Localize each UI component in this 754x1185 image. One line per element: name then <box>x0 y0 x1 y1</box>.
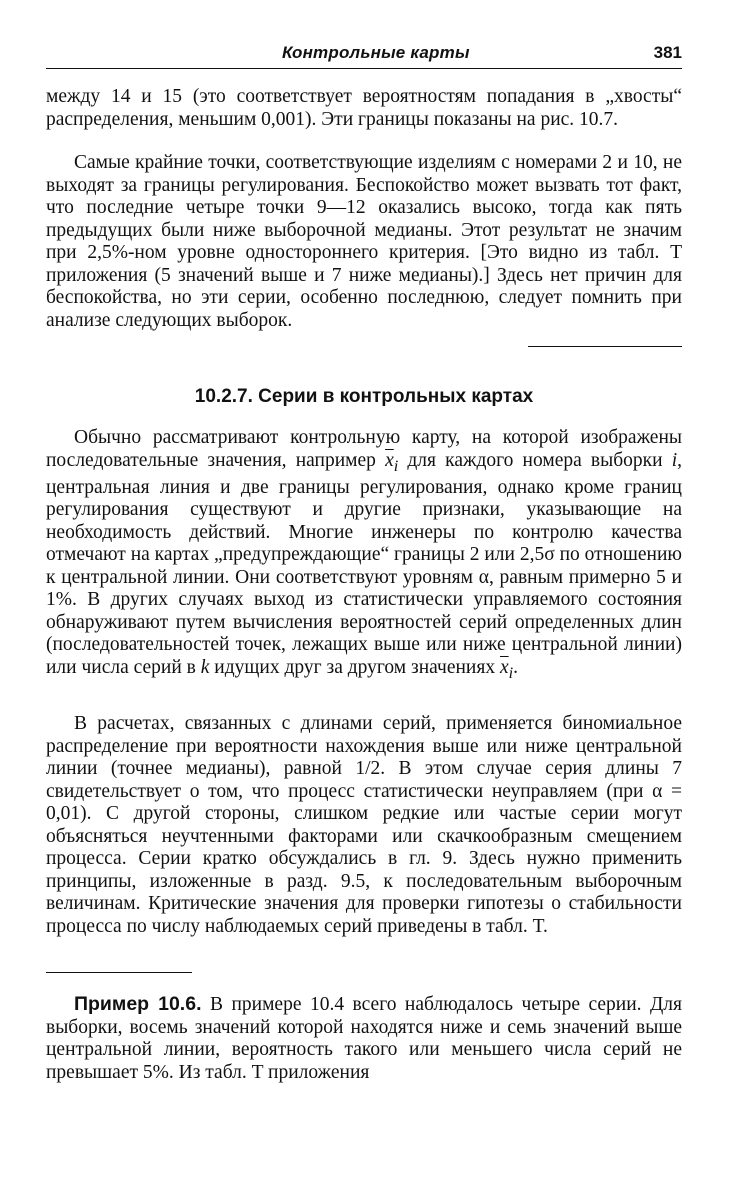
example-label: Пример 10.6. <box>74 993 202 1015</box>
subscript-i: i <box>393 456 399 475</box>
paragraph-usual-part1: Обычно рассматривают контрольную карту, на которой изображены последовательные значения, например <box>46 427 682 471</box>
paragraph-extreme-points-text: Самые крайние точки, соответствующие изделиям с номерами 2 и 10, не выходят за границы регулирования. Беспокойство может вызвать тот факт, что последние четыре точки 9—12 оказались высоко, тогда как пять предыдущих были ниже выборочной медианы. Этот результат не значим при 2,5%-ном уровне одностороннего критерия. [Это видно из табл. T приложения (5 значений выше и 7 ниже медианы).] Здесь нет причин для беспокойства, но эти серии, особенно последнюю, следует помнить при анализе следующих выборок. <box>46 152 682 331</box>
variable-x-bar-2: $\overline{x}$ <box>499 656 509 678</box>
running-head <box>46 38 682 69</box>
paragraph-intro <box>46 86 682 131</box>
section-heading: 10.2.7. Серии в контрольных картах <box>194 386 534 407</box>
page-number: 381 <box>653 43 682 62</box>
paragraph-intro-text: между 14 и 15 (это соответствует вероятностям попадания в „хвосты“ распределения, меньшим 0,001). Эти границы показаны на рис. 10.7. <box>46 86 682 130</box>
paragraph-calculations <box>46 713 682 938</box>
paragraph-usual-part5: . <box>513 656 519 678</box>
variable-i: i <box>671 449 678 471</box>
paragraph-usual-part2: для каждого номера выборки <box>398 449 672 471</box>
example-block <box>46 993 682 1084</box>
footnote-separator <box>46 972 192 973</box>
paragraph-calculations-text: В расчетах, связанных с длинами серий, применяется биномиальное распределение при вероятности нахождения выше или ниже центральной линии (точнее медианы), равной 1/2. В этом случае серия длины 7 свидетельствует о том, что процесс статистически неуправляем (при α = 0,01). С другой стороны, слишком редкие или частые серии могут объясняться неучтенными факторами или скачкообразным смещением процесса. Серии кратко обсуждались в гл. 9. Здесь нужно применить принципы, изложенные в разд. 9.5, к последовательным выборочным величинам. Критические значения для проверки гипотезы о стабильности процесса по числу наблюдаемых серий приведены в табл. T. <box>46 713 682 937</box>
paragraph-extreme-points <box>46 152 682 332</box>
separator-line <box>528 346 682 347</box>
variable-k: k <box>200 656 210 678</box>
variable-x-bar: $\overline{x}$ <box>385 449 394 471</box>
running-head-title: Контрольные карты <box>282 43 470 62</box>
subscript-i-2: i <box>508 663 514 682</box>
paragraph-usual-part4: идущих друг за другом значениях <box>209 656 500 678</box>
example-text: В примере 10.4 всего наблюдалось четыре серии. Для выборки, восемь значений которой находятся ниже и семь значений выше центральной линии, вероятность такого или меньшего числа серий не превышает 5%. Из табл. T приложения <box>46 994 682 1083</box>
paragraph-usual-part3: , центральная линия и две границы регулирования, однако кроме границ регулирования существуют и другие признаки, указывающие на необходимость действий. Многие инженеры по контролю качества отмечают на картах „предупреждающие“ границы 2 или 2,5σ по отношению к центральной линии. Они соответствуют уровням α, равным примерно 5 и 1%. В других случаях выход из статистически управляемого состояния обнаруживают путем вычисления вероятностей серий определенных длин (последовательностей точек, лежащих выше или ниже центральной линии) или числа серий в <box>46 449 682 678</box>
paragraph-usual <box>46 427 682 684</box>
